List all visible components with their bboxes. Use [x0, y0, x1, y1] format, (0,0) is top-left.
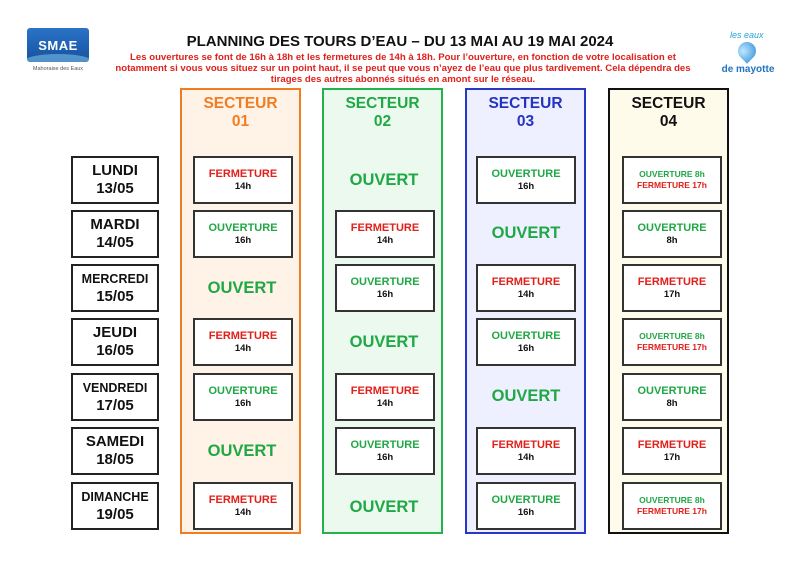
sector-label: SECTEUR [345, 95, 420, 112]
cell-open-all-day: OUVERT [207, 442, 277, 460]
sector-label: SECTEUR [488, 95, 563, 112]
sector-header [610, 95, 727, 131]
day-label-friday [71, 373, 159, 421]
sector-label: SECTEUR [631, 95, 706, 112]
cell-open-all-day: OUVERT [349, 498, 419, 516]
sector-label: SECTEUR [203, 95, 278, 112]
cell-status: OUVERTURE [208, 221, 278, 234]
day-name: VENDREDI [82, 381, 148, 395]
cell-time: 14h [234, 180, 252, 192]
schedule-cell [622, 427, 722, 475]
cell-time: 14h [517, 288, 535, 300]
day-name: SAMEDI [85, 433, 145, 450]
cell-open-all-day: OUVERT [207, 279, 277, 297]
smae-logo-text: SMAE [38, 37, 78, 53]
cell-line-opening: OUVERTURE 8h [639, 169, 705, 179]
cell-status: OUVERTURE [491, 329, 561, 342]
cell-time: 16h [517, 506, 535, 518]
day-label-tuesday [71, 210, 159, 258]
schedule-cell [193, 482, 293, 530]
sector-header [324, 95, 441, 131]
sector-number: 03 [516, 113, 535, 130]
day-name: JEUDI [92, 324, 138, 341]
day-date: 16/05 [96, 342, 134, 359]
schedule-cell [476, 156, 576, 204]
sector-column-01 [180, 88, 301, 534]
schedule-cell [476, 427, 576, 475]
cell-status: FERMETURE [491, 438, 561, 451]
cell-status: FERMETURE [208, 167, 278, 180]
cell-status: OUVERTURE [208, 384, 278, 397]
cell-time: 16h [517, 342, 535, 354]
schedule-cell [622, 156, 722, 204]
eaux-logo-bottom-text: de mayotte [721, 64, 775, 75]
cell-time: 8h [666, 397, 678, 409]
schedule-cell [476, 318, 576, 366]
cell-open-all-day: OUVERT [491, 224, 561, 242]
schedule-cell [622, 482, 722, 530]
day-date: 14/05 [96, 234, 134, 251]
smae-logo-tagline: Mahoraise des Eaux [32, 66, 84, 72]
schedule-notice: Les ouvertures se font de 16h à 18h et les fermetures de 14h à 18h. Pour l’ouverture, en fonction de votre localisation et notamment si vous vous situez sur un point haut, il se peut que vous n’ayez de l’eau que plus tardivement. Cela dépendra des tirages des autres abonnés situés en amont sur le réseau. [115, 52, 691, 85]
cell-line-closing: FERMETURE 17h [637, 180, 707, 190]
day-date: 18/05 [96, 451, 134, 468]
day-name: MARDI [90, 216, 140, 233]
day-name: LUNDI [92, 162, 138, 179]
day-date: 15/05 [96, 288, 134, 305]
schedule-cell [476, 264, 576, 312]
day-date: 19/05 [96, 506, 134, 523]
schedule-cell [622, 210, 722, 258]
cell-time: 14h [376, 234, 394, 246]
day-date: 17/05 [96, 397, 134, 414]
cell-time: 8h [666, 234, 678, 246]
schedule-cell [335, 373, 435, 421]
cell-line-closing: FERMETURE 17h [637, 342, 707, 352]
cell-time: 16h [376, 451, 394, 463]
cell-open-all-day: OUVERT [349, 333, 419, 351]
cell-line-opening: OUVERTURE 8h [639, 331, 705, 341]
cell-status: OUVERTURE [637, 221, 707, 234]
cell-time: 16h [517, 180, 535, 192]
cell-time: 17h [663, 451, 681, 463]
day-date: 13/05 [96, 180, 134, 197]
cell-status: OUVERTURE [350, 438, 420, 451]
cell-time: 14h [234, 506, 252, 518]
cell-time: 17h [663, 288, 681, 300]
cell-open-all-day: OUVERT [349, 171, 419, 189]
cell-line-opening: OUVERTURE 8h [639, 495, 705, 505]
cell-status: OUVERTURE [491, 493, 561, 506]
sector-number: 02 [373, 113, 392, 130]
day-label-sunday [71, 482, 159, 530]
cell-status: OUVERTURE [637, 384, 707, 397]
cell-status: OUVERTURE [350, 275, 420, 288]
page-title: PLANNING DES TOURS D’EAU – DU 13 MAI AU 19 MAI 2024 [186, 33, 614, 50]
schedule-cell [335, 264, 435, 312]
day-label-saturday [71, 427, 159, 475]
schedule-cell [622, 373, 722, 421]
cell-status: FERMETURE [350, 221, 420, 234]
schedule-cell [193, 373, 293, 421]
schedule-cell [622, 264, 722, 312]
cell-time: 16h [234, 234, 252, 246]
day-label-thursday [71, 318, 159, 366]
cell-time: 14h [234, 342, 252, 354]
sector-number: 04 [659, 113, 678, 130]
cell-status: FERMETURE [637, 275, 707, 288]
cell-status: FERMETURE [350, 384, 420, 397]
cell-status: FERMETURE [491, 275, 561, 288]
schedule-cell [335, 210, 435, 258]
cell-status: FERMETURE [208, 493, 278, 506]
cell-line-closing: FERMETURE 17h [637, 506, 707, 516]
sector-header [467, 95, 584, 131]
schedule-cell [193, 156, 293, 204]
eaux-logo-top-text: les eaux [730, 30, 764, 40]
cell-time: 16h [376, 288, 394, 300]
schedule-cell [476, 482, 576, 530]
day-name: MERCREDI [81, 272, 149, 286]
schedule-cell [622, 318, 722, 366]
schedule-cell [335, 427, 435, 475]
cell-time: 14h [517, 451, 535, 463]
cell-status: OUVERTURE [491, 167, 561, 180]
cell-open-all-day: OUVERT [491, 387, 561, 405]
day-name: DIMANCHE [81, 490, 149, 504]
day-label-monday [71, 156, 159, 204]
cell-status: FERMETURE [208, 329, 278, 342]
cell-time: 14h [376, 397, 394, 409]
schedule-cell [193, 318, 293, 366]
sector-number: 01 [231, 113, 250, 130]
schedule-cell [193, 210, 293, 258]
sector-header [182, 95, 299, 131]
day-label-wednesday [71, 264, 159, 312]
cell-time: 16h [234, 397, 252, 409]
cell-status: FERMETURE [637, 438, 707, 451]
